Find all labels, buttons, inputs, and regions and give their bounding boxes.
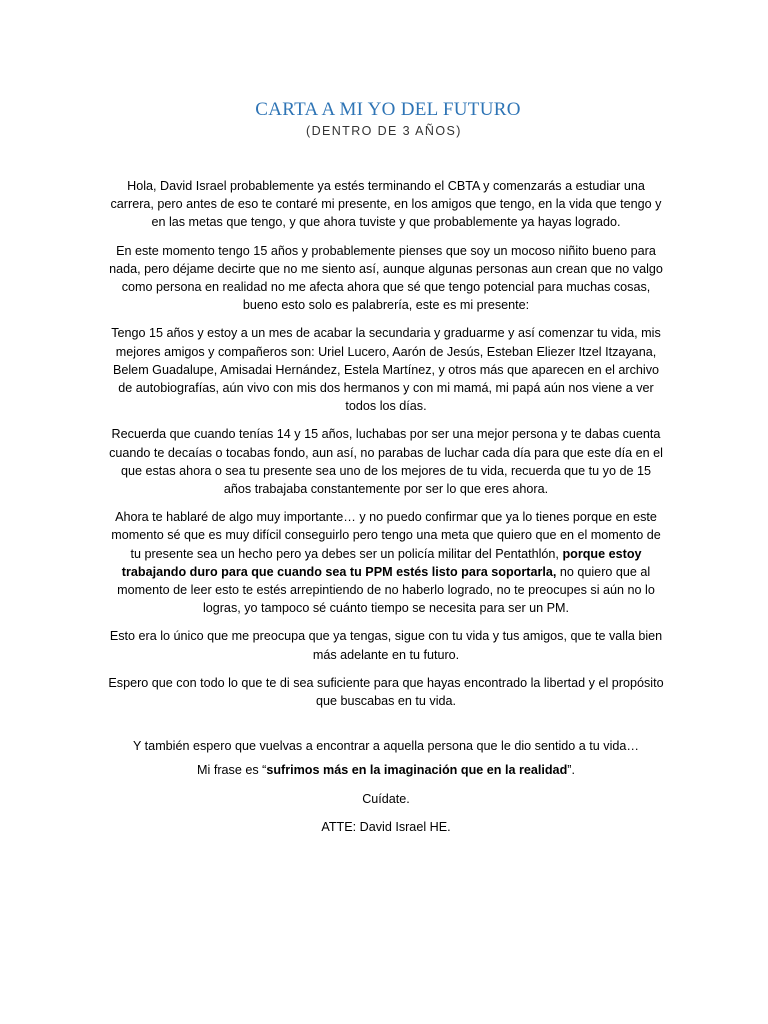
paragraph-phrase <box>108 761 664 779</box>
letter-title: CARTA A MI YO DEL FUTURO <box>255 99 521 120</box>
paragraph-hope: Espero que con todo lo que te di sea suficiente para que hayas encontrado la libertad y el propósito que buscabas en tu vida. <box>108 675 664 709</box>
phrase-prefix: Mi frase es “ <box>197 763 267 778</box>
goal-text-start: Ahora te hablaré de algo muy importante… y no puedo confirmar que ya lo tienes porque en este momento sé que es muy difícil conseguirlo pero tengo una meta que quiero que en el momento de tu presente sea un hecho pero ya debes ser un policía militar del Pentathlón, <box>111 510 661 561</box>
phrase-bold: sufrimos más en la imaginación que en la realidad <box>266 763 568 778</box>
phrase-suffix: ”. <box>567 763 575 778</box>
paragraph-greeting: Hola, David Israel probablemente ya estés terminando el CBTA y comenzarás a estudiar una carrera, pero antes de eso te contaré mi presente, en los amigos que tengo, en la vida que tengo y en las metas que tengo, y que ahora tuviste y que probablemente ya hayas logrado. <box>110 179 662 230</box>
letter-body <box>108 177 664 846</box>
paragraph-remember: Recuerda que cuando tenías 14 y 15 años, luchabas por ser una mejor persona y te dabas cuenta cuando te decaías o tocabas fondo, aun así, no parabas de luchar cada día para que este día en el que estas ahora o sea tu presente sea uno de los mejores de tu vida, recuerda que tu yo de 15 años trabajaba constantemente por ser lo que eres ahora. <box>109 427 663 497</box>
paragraph-farewell: Cuídate. <box>362 791 410 806</box>
paragraph-present-age: En este momento tengo 15 años y probablemente pienses que soy un mocoso niñito bueno para nada, pero déjame decirte que no me siento así, aunque algunas personas aun crean que no valgo como persona en realidad no me afecta ahora que sé que tengo potencial para muchas cosas, bueno esto solo es palabrería, este es mi presente: <box>109 243 663 313</box>
paragraph-friends: Tengo 15 años y estoy a un mes de acabar la secundaria y graduarme y así comenzar tu vida, mis mejores amigos y compañeros son: Uriel Lucero, Aarón de Jesús, Esteban Eliezer Itzel Itzayana, Belem Guadalupe, Amisadai Hernández, Estela Martínez, y otros más que aparecen en el archivo de autobiografías, aún vivo con mis dos hermanos y con mi mamá, mi papá aún nos viene a ver todos los días. <box>111 326 661 414</box>
letter-subtitle: (DENTRO DE 3 AÑOS) <box>306 124 462 138</box>
goal-text-bold: porque estoy trabajando duro para que cuando sea tu PPM estés listo para soportarla, <box>121 546 642 579</box>
paragraph-goal <box>108 508 664 617</box>
paragraph-person: Y también espero que vuelvas a encontrar a aquella persona que le dio sentido a tu vida… <box>133 739 639 754</box>
paragraph-signature: ATTE: David Israel HE. <box>321 819 451 834</box>
goal-text-end: no quiero que al momento de leer esto te estés arrepintiendo de no haberlo logrado, no te preocupes si aún no lo logras, yo tampoco sé cuánto tiempo se necesita para ser un PM. <box>117 564 655 616</box>
paragraph-worry: Esto era lo único que me preocupa que ya tengas, sigue con tu vida y tus amigos, que te valla bien más adelante en tu futuro. <box>109 629 663 662</box>
